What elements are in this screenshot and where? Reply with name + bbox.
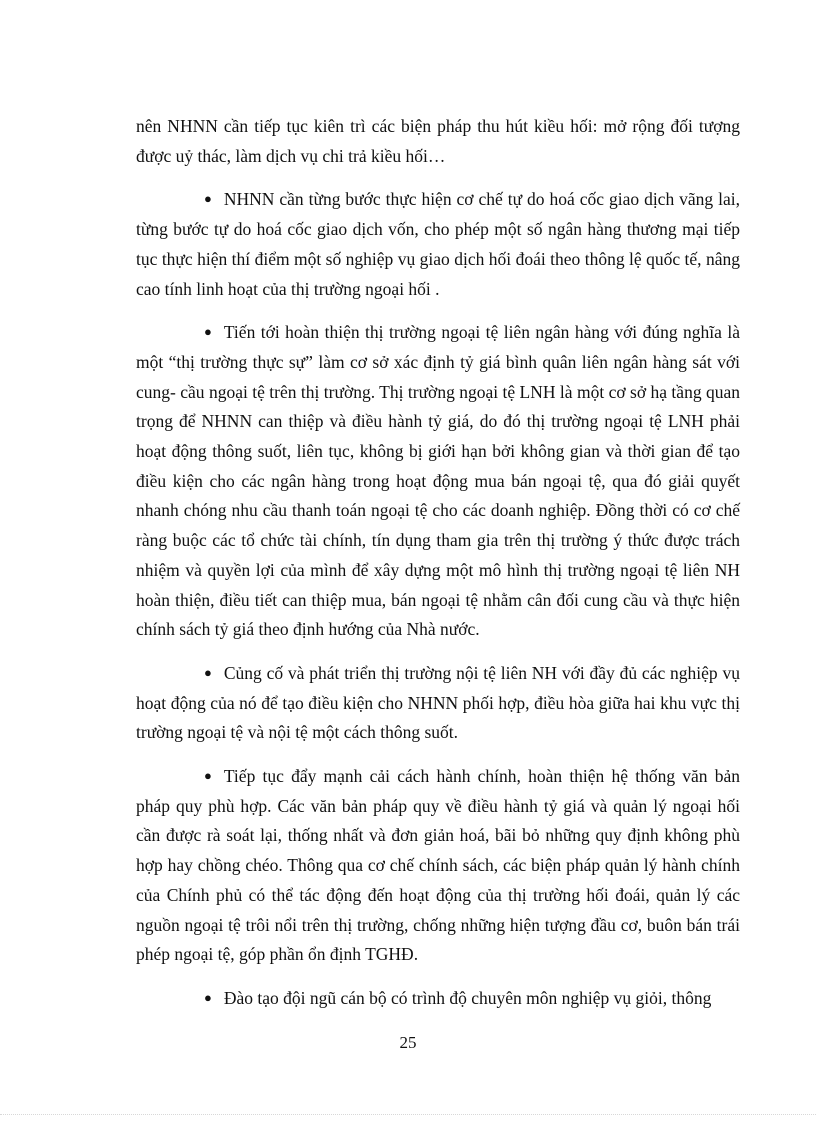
paragraph-text: Tiến tới hoàn thiện thị trường ngoại tệ liên ngân hàng với đúng nghĩa là một “thị trường thực sự” làm cơ sở xác định tỷ giá bình quân liên ngân hàng sát với cung- cầu ngoại tệ trên thị trường. Thị trường ngoại tệ LNH là một cơ sở hạ tầng quan trọng để NHNN can thiệp và điều hành tỷ giá, do đó thị trường ngoại tệ LNH phải hoạt động thông suốt, liên tục, không bị giới hạn bởi không gian và thời gian để tạo điều kiện cho các ngân hàng trong hoạt động mua bán ngoại tệ, qua đó giải quyết nhanh chóng nhu cầu thanh toán ngoại tệ cho các doanh nghiệp. Đồng thời có cơ chế ràng buộc các tổ chức tài chính, tín dụng tham gia trên thị trường ý thức được trách nhiệm và quyền lợi của mình để xây dựng một mô hình thị trường ngoại tệ liên NH hoàn thiện, điều tiết can thiệp mua, bán ngoại tệ nhằm cân đối cung cầu và thực hiện chính sách tỷ giá theo định hướng của Nhà nước.: [136, 322, 740, 640]
page-bottom-divider: [0, 1114, 816, 1116]
bullet-icon: ●: [204, 989, 212, 1005]
bullet-paragraph-staff-training: [136, 983, 740, 1014]
paragraph-text: Đào tạo đội ngũ cán bộ có trình độ chuyên môn nghiệp vụ giỏi, thông: [223, 987, 712, 1008]
bullet-paragraph-interbank-forex-market: [136, 317, 740, 645]
bullet-icon: ●: [204, 664, 212, 680]
bullet-paragraph-domestic-currency-market: [136, 658, 740, 748]
paragraph-text: nên NHNN cần tiếp tục kiên trì các biện pháp thu hút kiều hối: mở rộng đối tượng được uỷ thác, làm dịch vụ chi trả kiều hối…: [136, 116, 740, 166]
bullet-icon: ●: [204, 191, 212, 207]
paragraph-text: Củng cố và phát triển thị trường nội tệ liên NH với đầy đủ các nghiệp vụ hoạt động của nó để tạo điều kiện cho NHNN phối hợp, điều hòa giữa hai khu vực thị trường ngoại tệ và nội tệ một cách thông suốt.: [136, 662, 740, 743]
paragraph-text: Tiếp tục đẩy mạnh cải cách hành chính, hoàn thiện hệ thống văn bản pháp quy phù hợp. Các văn bản pháp quy về điều hành tỷ giá và quản lý ngoại hối cần được rà soát lại, thống nhất và đơn giản hoá, bãi bỏ những quy định không phù hợp hay chồng chéo. Thông qua cơ chế chính sách, các biện pháp quản lý hành chính của Chính phủ có thể tác động đến hoạt động của thị trường hối đoái, quản lý các nguồn ngoại tệ trôi nổi trên thị trường, chống những hiện tượng đầu cơ, buôn bán trái phép ngoại tệ, góp phần ổn định TGHĐ.: [136, 766, 740, 965]
page-number: 25: [399, 1033, 417, 1052]
bullet-icon: ●: [204, 324, 212, 340]
bullet-paragraph-administrative-reform: [136, 761, 740, 970]
paragraph-text: NHNN cần từng bước thực hiện cơ chế tự do hoá cốc giao dịch vãng lai, từng bước tự do hoá cốc giao dịch vốn, cho phép một số ngân hàng thương mại tiếp tục thực hiện thí điểm một số nghiệp vụ giao dịch hối đoái theo thông lệ quốc tế, nâng cao tính linh hoạt của thị trường ngoại hối .: [136, 189, 740, 299]
bullet-paragraph-liberalization: [136, 184, 740, 304]
continuation-paragraph: [136, 112, 740, 171]
document-body: [136, 112, 740, 1027]
bullet-icon: ●: [204, 768, 212, 784]
